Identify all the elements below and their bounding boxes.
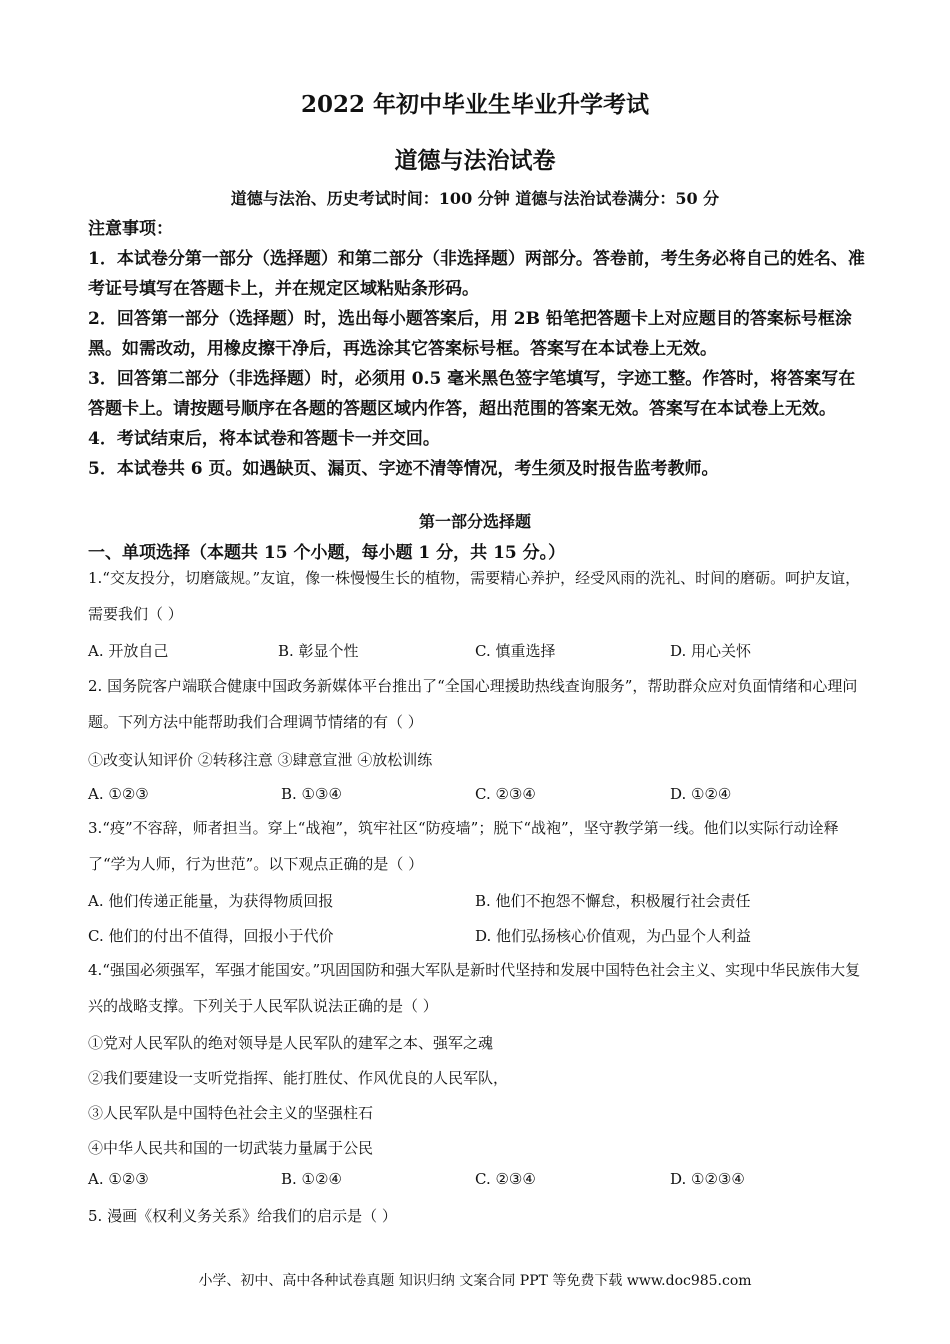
question-1 — [88, 560, 868, 632]
question-4 — [88, 952, 868, 1024]
question-4-item: ①党对人民军队的绝对领导是人民军队的建军之本、强军之魂 — [88, 1034, 494, 1052]
exam-title: 2022 年初中毕业生毕业升学考试 — [300, 91, 650, 118]
question-3-options-row2 — [88, 925, 868, 949]
option-b: B. ①③④ — [281, 785, 342, 803]
question-stem: 1.“交友投分，切磨箴规。”友谊，像一株慢慢生长的植物，需要精心养护，经受风雨的洗礼、时间的磨砺。呵护友谊，需要我们（ ） — [88, 569, 861, 623]
notice-item: 4．考试结束后，将本试卷和答题卡一并交回。 — [88, 429, 440, 449]
option-b: B. 他们不抱怨不懈怠，积极履行社会责任 — [475, 892, 751, 910]
question-1-options — [88, 640, 868, 664]
question-stem: 2. 国务院客户端联合健康中国政务新媒体平台推出了“全国心理援助热线查询服务”，帮助群众应对负面情绪和心理问题。下列方法中能帮助我们合理调节情绪的有（ ） — [88, 677, 858, 731]
section-title: 第一部分选择题 — [418, 512, 531, 531]
option-a: A. ①②③ — [88, 785, 149, 803]
question-3 — [88, 810, 868, 882]
option-c: C. ②③④ — [475, 1170, 536, 1188]
option-a: A. ①②③ — [88, 1170, 149, 1188]
option-d: D. ①②③④ — [670, 1170, 745, 1188]
option-b: B. 彰显个性 — [278, 642, 359, 660]
notice-item: 3．回答第二部分（非选择题）时，必须用 0.5 毫米黑色签字笔填写，字迹工整。作答时，将答案写在答题卡上。请按题号顺序在各题的答题区域内作答，超出范围的答案无效。答案写在本试卷上无效。 — [88, 369, 856, 419]
question-2-items: ①改变认知评价 ②转移注意 ③肆意宣泄 ④放松训练 — [88, 751, 433, 769]
option-d: D. 用心关怀 — [670, 642, 752, 660]
exam-info: 道德与法治、历史考试时间：100 分钟 道德与法治试卷满分：50 分 — [230, 189, 720, 208]
page-footer: 小学、初中、高中各种试卷真题 知识归纳 文案合同 PPT 等免费下载 www.doc985.com — [198, 1273, 752, 1289]
option-c: C. 他们的付出不值得，回报小于代价 — [88, 927, 334, 945]
option-c: C. 慎重选择 — [475, 642, 556, 660]
question-5-stem: 5. 漫画《权利义务关系》给我们的启示是（ ） — [88, 1207, 397, 1225]
notice-heading: 注意事项： — [88, 219, 173, 239]
question-stem: 4.“强国必须强军，军强才能国安。”巩固国防和强大军队是新时代坚持和发展中国特色社会主义、实现中华民族伟大复兴的战略支撑。下列关于人民军队说法正确的是（ ） — [88, 961, 861, 1015]
question-4-item: ④中华人民共和国的一切武装力量属于公民 — [88, 1139, 374, 1157]
question-stem: 3.“疫”不容辞，师者担当。穿上“战袍”，筑牢社区“防疫墙”；脱下“战袍”，坚守教学第一线。他们以实际行动诠释了“学为人师，行为世范”。以下观点正确的是（ ） — [88, 819, 839, 873]
notice-item: 1．本试卷分第一部分（选择题）和第二部分（非选择题）两部分。答卷前，考生务必将自己的姓名、准考证号填写在答题卡上，并在规定区域粘贴条形码。 — [88, 249, 865, 299]
option-d: D. ①②④ — [670, 785, 732, 803]
option-b: B. ①②④ — [281, 1170, 342, 1188]
option-d: D. 他们弘扬核心价值观，为凸显个人利益 — [475, 927, 752, 945]
question-2 — [88, 668, 868, 740]
question-4-item: ②我们要建设一支听党指挥、能打胜仗、作风优良的人民军队， — [88, 1069, 509, 1087]
notice-item: 5．本试卷共 6 页。如遇缺页、漏页、字迹不清等情况，考生须及时报告监考教师。 — [88, 459, 719, 479]
question-4-item: ③人民军队是中国特色社会主义的坚强柱石 — [88, 1104, 374, 1122]
option-a: A. 开放自己 — [88, 642, 169, 660]
option-a: A. 他们传递正能量，为获得物质回报 — [88, 892, 334, 910]
option-c: C. ②③④ — [475, 785, 536, 803]
question-2-options — [88, 785, 868, 809]
part-title: 一、单项选择（本题共 15 个小题，每小题 1 分，共 15 分。） — [88, 543, 566, 563]
notice-section — [88, 214, 868, 484]
question-4-options — [88, 1170, 868, 1194]
exam-subtitle: 道德与法治试卷 — [394, 147, 556, 174]
question-3-options-row1 — [88, 890, 868, 914]
notice-item: 2．回答第一部分（选择题）时，选出每小题答案后，用 2B 铅笔把答题卡上对应题目的答案标号框涂黑。如需改动，用橡皮擦干净后，再选涂其它答案标号框。答案写在本试卷上无效。 — [88, 309, 852, 359]
